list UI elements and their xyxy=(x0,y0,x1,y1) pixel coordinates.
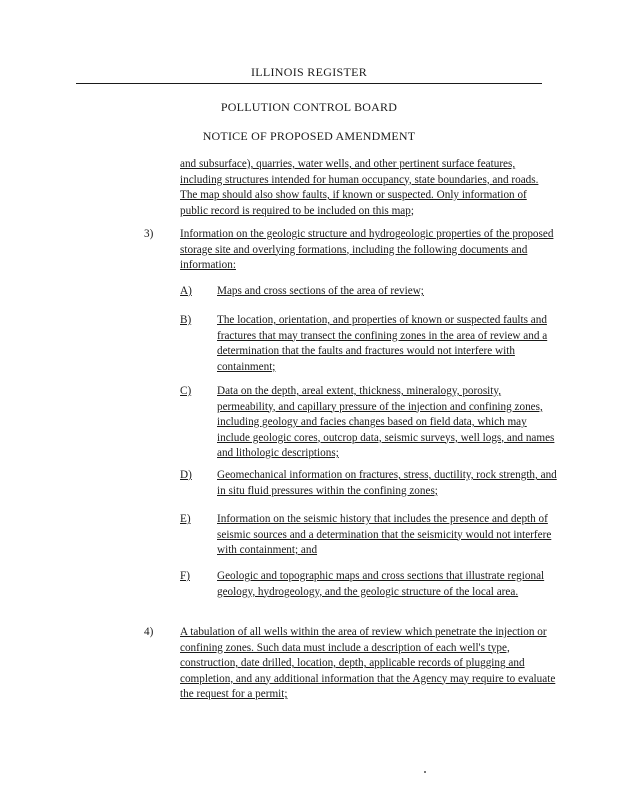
subitem-a-label: A) xyxy=(180,285,192,297)
board-header: POLLUTION CONTROL BOARD xyxy=(220,100,398,114)
item-3-text: Information on the geologic structure and hydrogeologic properties of the proposed storage site and overlying formations, including the following documents and information: xyxy=(180,228,554,271)
subitem-f-label: F) xyxy=(180,570,190,582)
continuation-paragraph: and subsurface), quarries, water wells, and other pertinent surface features, including structures intended for human occupancy, state boundaries, and roads. The map should also show faults, if known or suspected. Only information of public record is required to be included on this map; xyxy=(180,158,539,217)
scan-speck xyxy=(424,771,426,773)
subitem-b-text: The location, orientation, and properties of known or suspected faults and fractures that may transect the confining zones in the area of review and a determination that the faults and fractures would not interfere with containment; xyxy=(217,314,548,373)
subitem-c-label: C) xyxy=(180,385,192,397)
notice-header: NOTICE OF PROPOSED AMENDMENT xyxy=(202,129,416,143)
item-4-number: 4) xyxy=(144,626,154,638)
item-3-number: 3) xyxy=(144,228,154,240)
subitem-e-text: Information on the seismic history that includes the presence and depth of seismic sources and a determination that the seismicity would not interfere with containment; and xyxy=(217,513,552,556)
header-rule xyxy=(76,83,542,84)
subitem-f-text: Geologic and topographic maps and cross sections that illustrate regional geology, hydrogeology, and the geologic structure of the local area. xyxy=(217,570,545,598)
register-header: ILLINOIS REGISTER xyxy=(250,65,368,79)
subitem-a-text: Maps and cross sections of the area of review; xyxy=(217,285,424,297)
item-4-text: A tabulation of all wells within the area of review which penetrate the injection or confining zones. Such data must include a description of each well's type, construction, date drilled, location, depth, applicable records of plugging and completion, and any additional information that the Agency may require to evaluate the request for a permit; xyxy=(180,626,556,700)
subitem-d-text: Geomechanical information on fractures, stress, ductility, rock strength, and in situ fluid pressures within the confining zones; xyxy=(217,469,557,497)
subitem-c-text: Data on the depth, areal extent, thickness, mineralogy, porosity, permeability, and capillary pressure of the injection and confining zones, including geology and facies changes based on field data, which may include geologic cores, outcrop data, seismic surveys, well logs, and names and lithologic descriptions; xyxy=(217,385,555,459)
subitem-d-label: D) xyxy=(180,469,192,481)
subitem-e-label: E) xyxy=(180,513,191,525)
subitem-b-label: B) xyxy=(180,314,192,326)
